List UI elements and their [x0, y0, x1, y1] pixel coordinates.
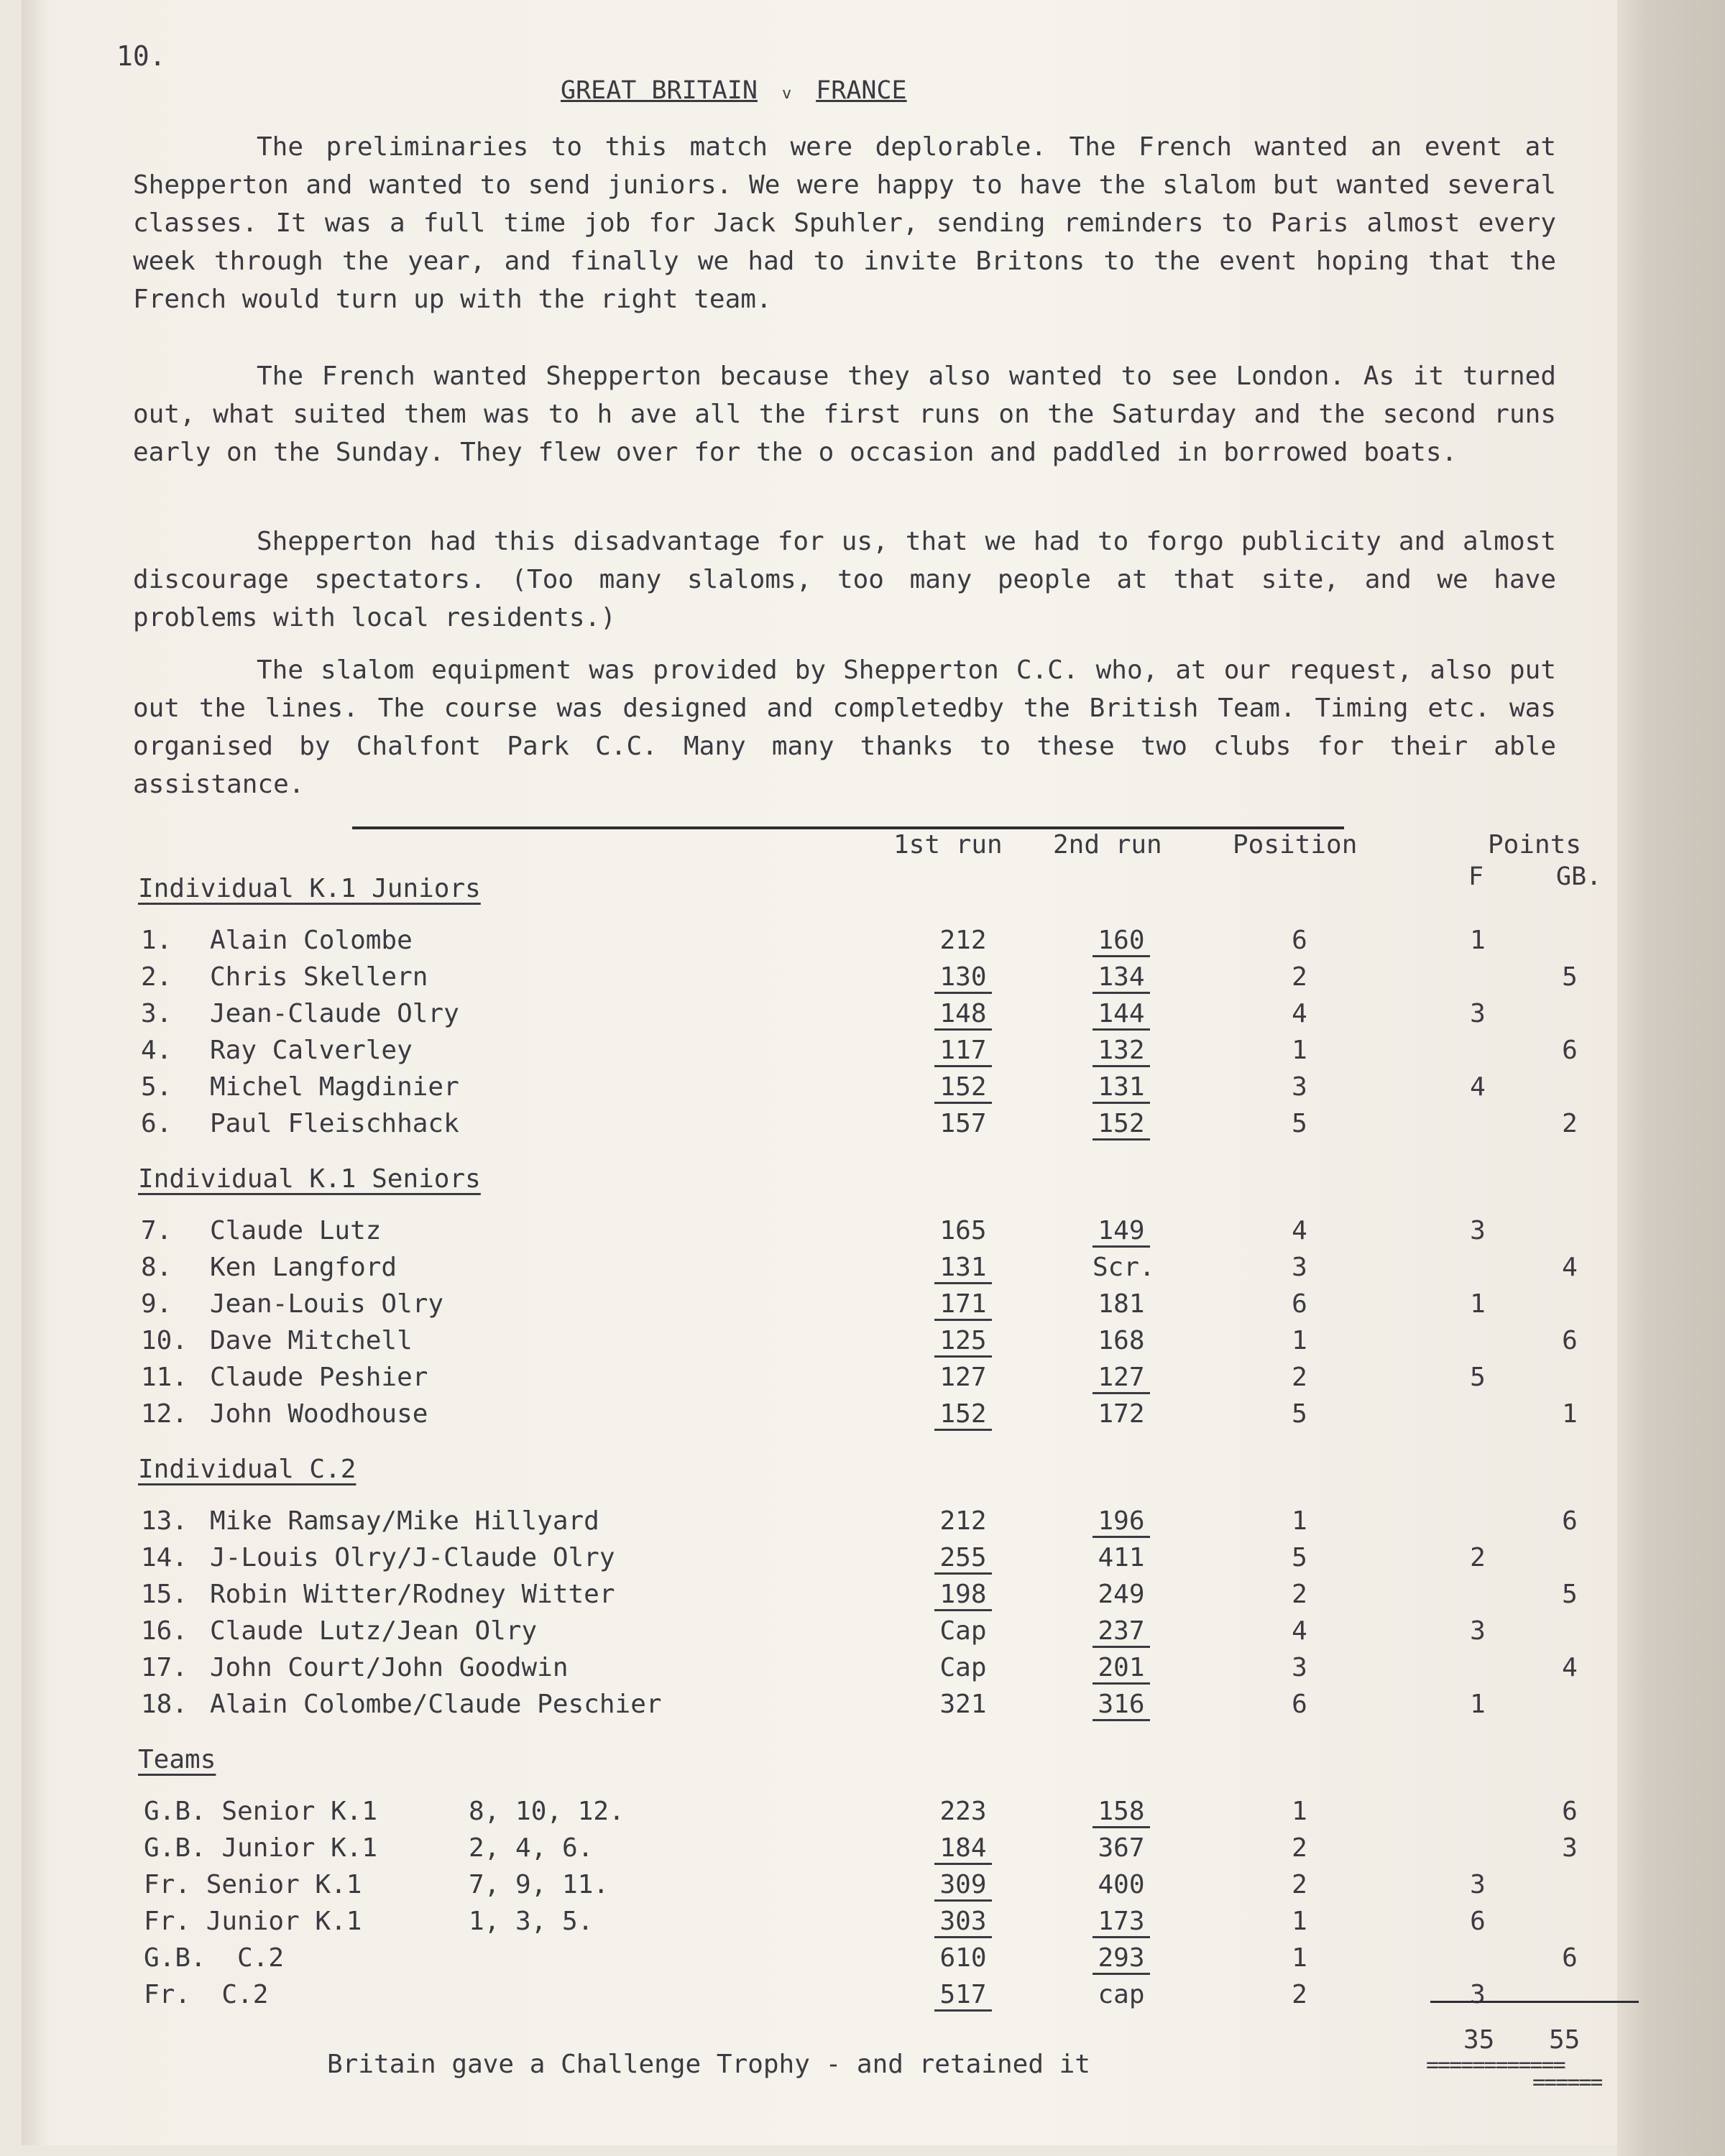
first-run: 610	[939, 1943, 987, 1973]
position: 2	[1292, 1980, 1307, 2009]
second-run: 152	[1092, 1109, 1150, 1141]
entry-number: 2.	[141, 962, 172, 992]
points-gb: 2	[1562, 1109, 1578, 1138]
points-france: 3	[1470, 1980, 1486, 2009]
first-run: 184	[934, 1833, 992, 1865]
table-row	[0, 1690, 1725, 1727]
points-gb: 3	[1562, 1833, 1578, 1863]
points-france: 5	[1470, 1363, 1486, 1392]
second-run: 181	[1098, 1289, 1145, 1319]
team-name: G.B. Senior K.1	[144, 1797, 378, 1826]
second-run: 131	[1092, 1072, 1150, 1104]
paragraph-equipment: The slalom equipment was provided by Shepperton C.C. who, at our request, also put out the lines. The course was designed and completedby the British Team. Timing etc. was organised by Chalfont Park C.C. Many many thanks to these two clubs for their able assistance.	[133, 655, 1556, 799]
entry-number: 1.	[141, 926, 172, 955]
position: 4	[1292, 1216, 1307, 1245]
team-name: G.B. C.2	[144, 1943, 285, 1973]
position: 1	[1292, 1036, 1307, 1065]
table-row	[0, 1980, 1725, 2017]
header-position: Position	[1233, 830, 1358, 860]
points-france: 3	[1470, 1216, 1486, 1245]
position: 3	[1292, 1653, 1307, 1682]
points-france: 3	[1470, 1870, 1486, 1899]
position: 1	[1292, 1326, 1307, 1355]
points-gb: 6	[1562, 1506, 1578, 1536]
position: 4	[1292, 1616, 1307, 1646]
entry-number: 14.	[141, 1543, 188, 1572]
position: 2	[1292, 1580, 1307, 1609]
section-heading-teams: Teams	[138, 1745, 216, 1774]
position: 2	[1292, 1363, 1307, 1392]
points-gb: 6	[1562, 1797, 1578, 1826]
second-run: 400	[1098, 1870, 1145, 1899]
second-run: 367	[1098, 1833, 1145, 1863]
first-run: 171	[934, 1289, 992, 1321]
second-run: 201	[1092, 1653, 1150, 1685]
position: 2	[1292, 962, 1307, 992]
entry-number: 3.	[141, 999, 172, 1028]
competitor-name: Ray Calverley	[210, 1036, 413, 1065]
position: 1	[1292, 1943, 1307, 1973]
points-gb: 6	[1562, 1326, 1578, 1355]
section-heading-juniors: Individual K.1 Juniors	[138, 874, 481, 903]
table-row	[0, 926, 1725, 963]
header-points-f: F	[1468, 862, 1484, 891]
first-run: 131	[934, 1253, 992, 1284]
competitor-name: Jean-Louis Olry	[210, 1289, 444, 1319]
section-heading-seniors: Individual K.1 Seniors	[138, 1164, 481, 1194]
team-name: Fr. C.2	[144, 1980, 269, 2009]
entry-number: 16.	[141, 1616, 188, 1646]
points-france: 3	[1470, 999, 1486, 1028]
table-row	[0, 1326, 1725, 1363]
second-run: 134	[1092, 962, 1150, 994]
competitor-name: J-Louis Olry/J-Claude Olry	[210, 1543, 615, 1572]
table-row	[0, 1506, 1725, 1544]
page-number: 10.	[116, 40, 166, 72]
second-run: 237	[1092, 1616, 1150, 1648]
second-run: Scr.	[1092, 1253, 1155, 1282]
entry-number: 8.	[141, 1253, 172, 1282]
entry-number: 11.	[141, 1363, 188, 1392]
points-france: 1	[1470, 926, 1486, 955]
position: 5	[1292, 1399, 1307, 1429]
position: 4	[1292, 999, 1307, 1028]
table-row	[0, 1543, 1725, 1580]
competitor-name: Alain Colombe	[210, 926, 413, 955]
second-run: 144	[1092, 999, 1150, 1031]
first-run: 321	[939, 1690, 987, 1719]
table-row	[0, 1036, 1725, 1073]
first-run: 212	[939, 1506, 987, 1536]
header-points: Points	[1488, 830, 1582, 860]
paragraph-preliminaries: The preliminaries to this match were deplorable. The French wanted an event at Shepperton and wanted to send juniors. We were happy to have the slalom but wanted several classes. It was a full time job for Jack Spuhler, sending reminders to Paris almost every week through the year, and finally we had to invite Britons to the event hoping that the French would turn up with the right team.	[133, 132, 1556, 314]
table-row	[0, 1907, 1725, 1944]
first-run: 152	[934, 1072, 992, 1104]
table-row	[0, 1072, 1725, 1110]
competitor-name: Michel Magdinier	[210, 1072, 459, 1102]
position: 6	[1292, 1289, 1307, 1319]
second-run: 196	[1092, 1506, 1150, 1538]
first-run: Cap	[939, 1653, 987, 1682]
first-run: 517	[934, 1980, 992, 2012]
header-run1: 1st run	[893, 830, 1003, 860]
entry-number: 5.	[141, 1072, 172, 1102]
points-gb: 5	[1562, 962, 1578, 992]
points-gb: 4	[1562, 1253, 1578, 1282]
page-title	[561, 76, 907, 105]
entry-number: 9.	[141, 1289, 172, 1319]
position: 2	[1292, 1870, 1307, 1899]
totals-double-rule-short: ======	[1532, 2070, 1602, 2095]
second-run: 160	[1092, 926, 1150, 957]
competitor-name: Alain Colombe/Claude Peschier	[210, 1690, 662, 1719]
points-gb: 6	[1562, 1943, 1578, 1973]
competitor-name: Ken Langford	[210, 1253, 397, 1282]
totals-rule	[1430, 2001, 1639, 2003]
competitor-name: Chris Skellern	[210, 962, 428, 992]
second-run: 127	[1092, 1363, 1150, 1394]
table-row	[0, 1289, 1725, 1327]
table-row	[0, 1833, 1725, 1871]
position: 1	[1292, 1797, 1307, 1826]
position: 1	[1292, 1907, 1307, 1936]
first-run: 148	[934, 999, 992, 1031]
closing-remark: Britain gave a Challenge Trophy - and retained it	[327, 2050, 1091, 2079]
points-france: 1	[1470, 1690, 1486, 1719]
team-members: 2, 4, 6.	[469, 1833, 594, 1863]
points-france: 6	[1470, 1907, 1486, 1936]
entry-number: 10.	[141, 1326, 188, 1355]
table-row	[0, 1870, 1725, 1907]
points-gb: 1	[1562, 1399, 1578, 1429]
entry-number: 4.	[141, 1036, 172, 1065]
table-row	[0, 1653, 1725, 1690]
header-run2: 2nd run	[1053, 830, 1162, 860]
position: 1	[1292, 1506, 1307, 1536]
first-run: 152	[934, 1399, 992, 1431]
first-run: 309	[934, 1870, 992, 1902]
table-row	[0, 1216, 1725, 1253]
first-run: Cap	[939, 1616, 987, 1646]
team-members: 7, 9, 11.	[469, 1870, 610, 1899]
total-gb-points: 55	[1549, 2025, 1581, 2055]
position: 6	[1292, 926, 1307, 955]
competitor-name: Jean-Claude Olry	[210, 999, 459, 1028]
second-run: 411	[1098, 1543, 1145, 1572]
table-row	[0, 1399, 1725, 1437]
points-gb: 6	[1562, 1036, 1578, 1065]
position: 3	[1292, 1253, 1307, 1282]
competitor-name: Dave Mitchell	[210, 1326, 413, 1355]
first-run: 127	[939, 1363, 987, 1392]
position: 3	[1292, 1072, 1307, 1102]
entry-number: 13.	[141, 1506, 188, 1536]
competitor-name: John Woodhouse	[210, 1399, 428, 1429]
paragraph-shepperton-reason: The French wanted Shepperton because they also wanted to see London. As it turned out, what suited them was to h ave all the first runs on the Saturday and the second runs early on the Sunday. They flew over for the o occasion and paddled in borrowed boats.	[133, 361, 1556, 467]
entry-number: 18.	[141, 1690, 188, 1719]
competitor-name: Claude Lutz/Jean Olry	[210, 1616, 538, 1646]
points-gb: 5	[1562, 1580, 1578, 1609]
team-members: 1, 3, 5.	[469, 1907, 594, 1936]
table-row	[0, 1253, 1725, 1290]
section-heading-c2: Individual C.2	[138, 1455, 356, 1484]
second-run: 132	[1092, 1036, 1150, 1067]
competitor-name: Robin Witter/Rodney Witter	[210, 1580, 615, 1609]
position: 5	[1292, 1109, 1307, 1138]
first-run: 130	[934, 962, 992, 994]
first-run: 212	[939, 926, 987, 955]
second-run: 293	[1092, 1943, 1150, 1975]
table-row	[0, 1943, 1725, 1981]
table-row	[0, 1797, 1725, 1834]
position: 2	[1292, 1833, 1307, 1863]
competitor-name: Paul Fleischhack	[210, 1109, 459, 1138]
table-row	[0, 999, 1725, 1036]
table-row	[0, 1109, 1725, 1146]
entry-number: 15.	[141, 1580, 188, 1609]
competitor-name: Claude Lutz	[210, 1216, 382, 1245]
first-run: 223	[939, 1797, 987, 1826]
second-run: 149	[1092, 1216, 1150, 1248]
table-row	[0, 1363, 1725, 1400]
paragraph-disadvantage: Shepperton had this disadvantage for us, that we had to forgo publicity and almost discourage spectators. (Too many slaloms, too many people at that site, and we have problems with local residents.)	[133, 527, 1556, 632]
competitor-name: Mike Ramsay/Mike Hillyard	[210, 1506, 599, 1536]
first-run: 117	[934, 1036, 992, 1067]
second-run: 172	[1098, 1399, 1145, 1429]
points-france: 4	[1470, 1072, 1486, 1102]
table-row	[0, 1580, 1725, 1617]
second-run: 249	[1098, 1580, 1145, 1609]
points-france: 1	[1470, 1289, 1486, 1319]
header-points-gb: GB.	[1556, 862, 1602, 891]
second-run: cap	[1098, 1980, 1145, 2009]
totals-double-rule: ============	[1426, 2053, 1565, 2078]
first-run: 165	[939, 1216, 987, 1245]
position: 6	[1292, 1690, 1307, 1719]
first-run: 303	[934, 1907, 992, 1938]
points-france: 2	[1470, 1543, 1486, 1572]
second-run: 158	[1092, 1797, 1150, 1828]
team-name: Fr. Junior K.1	[144, 1907, 362, 1936]
title-left: GREAT BRITAIN	[561, 76, 758, 105]
entry-number: 7.	[141, 1216, 172, 1245]
entry-number: 12.	[141, 1399, 188, 1429]
first-run: 255	[934, 1543, 992, 1575]
second-run: 316	[1092, 1690, 1150, 1721]
table-top-rule	[352, 826, 1344, 829]
first-run: 198	[934, 1580, 992, 1611]
team-members: 8, 10, 12.	[469, 1797, 625, 1826]
entry-number: 6.	[141, 1109, 172, 1138]
table-row	[0, 962, 1725, 1000]
title-right: FRANCE	[816, 76, 907, 105]
position: 5	[1292, 1543, 1307, 1572]
points-gb: 4	[1562, 1653, 1578, 1682]
points-france: 3	[1470, 1616, 1486, 1646]
total-france-points: 35	[1463, 2025, 1495, 2055]
table-row	[0, 1616, 1725, 1654]
second-run: 173	[1092, 1907, 1150, 1938]
title-versus: v	[781, 85, 792, 103]
competitor-name: John Court/John Goodwin	[210, 1653, 569, 1682]
team-name: Fr. Senior K.1	[144, 1870, 362, 1899]
first-run: 125	[934, 1326, 992, 1358]
first-run: 157	[939, 1109, 987, 1138]
team-name: G.B. Junior K.1	[144, 1833, 378, 1863]
competitor-name: Claude Peshier	[210, 1363, 428, 1392]
second-run: 168	[1098, 1326, 1145, 1355]
entry-number: 17.	[141, 1653, 188, 1682]
